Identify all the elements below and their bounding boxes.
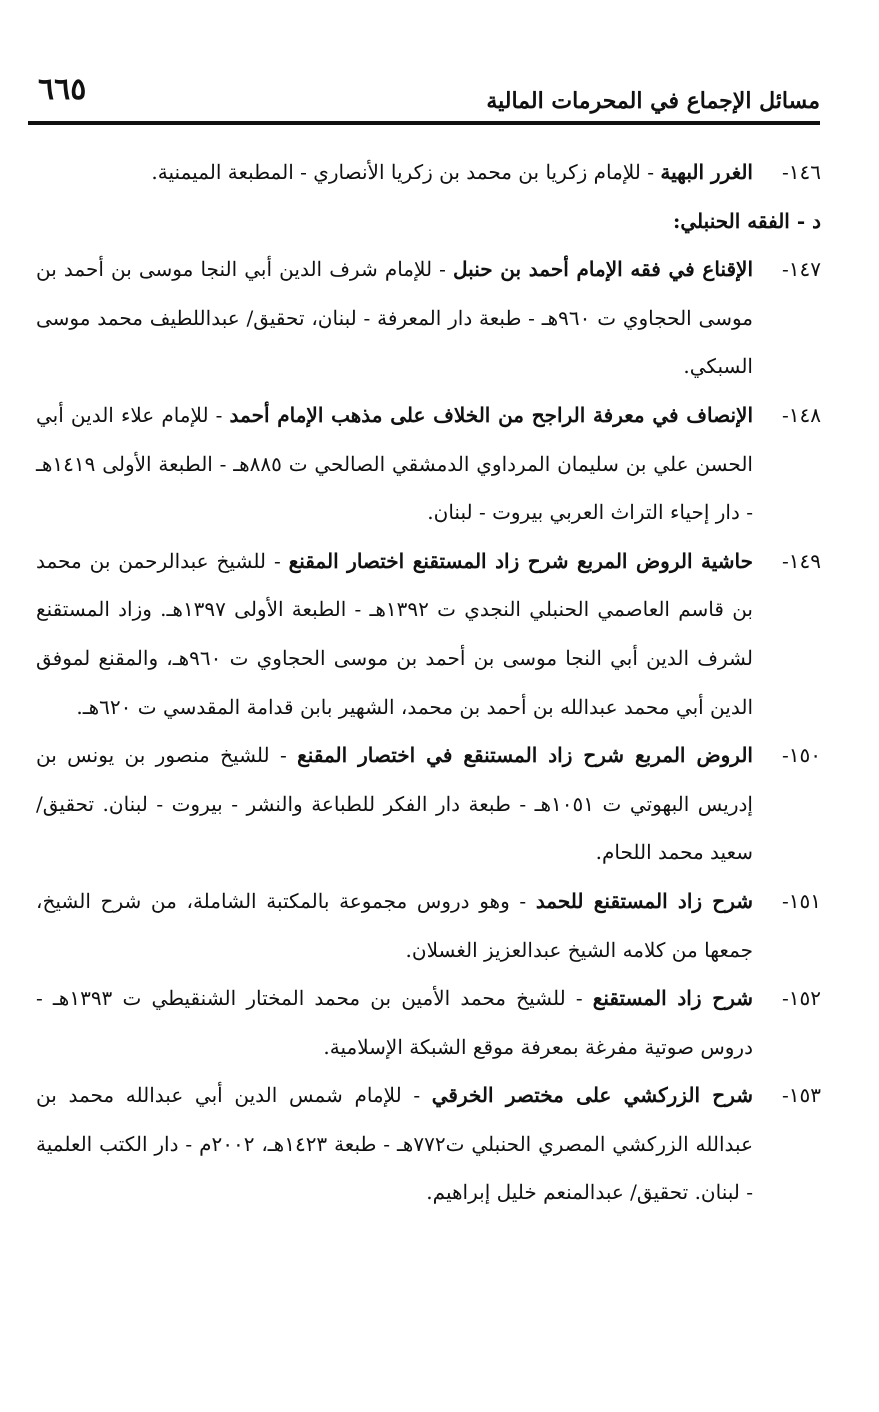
entry-details: - للشيخ محمد الأمين بن محمد المختار الشنقيطي ت ١٣٩٣هـ - دروس صوتية مفرغة بمعرفة موقع الشبكة الإسلامية. xyxy=(36,986,753,1059)
entry-details: - للإمام شرف الدين أبي النجا موسى بن أحمد بن موسى الحجاوي ت ٩٦٠هـ - طبعة دار المعرفة - لبنان، تحقيق/ عبداللطيف محمد موسى السبكي. xyxy=(36,257,754,379)
entry-number: ١٥٣- xyxy=(782,1083,821,1108)
entry-number: ١٤٦- xyxy=(782,160,821,184)
entry-details: - للإمام علاء الدين أبي الحسن علي بن سليمان المرداوي الدمشقي الصالحي ت ٨٨٥هـ - الطبعة الأولى ١٤١٩هـ - دار إحياء التراث العربي بيروت - لبنان. xyxy=(36,402,753,525)
section-heading-hanbali-fiqh: د - الفقه الحنبلي: xyxy=(672,208,821,233)
running-title: مسائل الإجماع في المحرمات المالية xyxy=(486,88,820,114)
entry-details: - للإمام شمس الدين أبي عبدالله محمد بن عبدالله الزركشي المصري الحنبلي ت٧٧٢هـ - طبعة ١٤٢٣هـ، ٢٠٠٢م - دار الكتب العلمية - لبنان. تحقيق/ عبدالمنعم خليل إبراهيم. xyxy=(36,1083,754,1205)
bibliography-entry-148 xyxy=(36,391,821,537)
entry-number: ١٤٩- xyxy=(782,548,821,573)
entry-number: ١٤٧- xyxy=(782,257,821,282)
entry-number: ١٥٢- xyxy=(782,986,821,1011)
entry-title: حاشية الروض المربع شرح زاد المستقنع اختصار المقنع xyxy=(288,548,754,573)
entry-title: شرح زاد المستقنع للحمد xyxy=(535,888,753,913)
entry-details: - للشيخ منصور بن يونس بن إدريس البهوتي ت ١٠٥١هـ - طبعة دار الفكر للطباعة والنشر - بيروت - لبنان. تحقيق/ سعيد محمد اللحام. xyxy=(36,743,753,865)
entry-number: ١٥١- xyxy=(782,888,821,913)
entry-number: ١٥٠- xyxy=(782,743,821,768)
bibliography-entry-151 xyxy=(36,877,821,974)
page-header xyxy=(30,70,820,120)
entry-title: الإقناع في فقه الإمام أحمد بن حنبل xyxy=(453,257,754,282)
entry-details: - للإمام زكريا بن محمد بن زكريا الأنصاري - المطبعة الميمنية. xyxy=(151,160,661,184)
entry-details: - وهو دروس مجموعة بالمكتبة الشاملة، من شرح الشيخ، جمعها من كلامه الشيخ عبدالعزيز الغسلان. xyxy=(36,888,753,962)
entry-details: - للشيخ عبدالرحمن بن محمد بن قاسم العاصمي الحنبلي النجدي ت ١٣٩٢هـ - الطبعة الأولى ١٣٩٧هـ. وزاد المستقنع لشرف الدين أبي النجا موسى بن أحمد بن موسى الحجاوي ت ٩٦٠هـ، والمقنع لموفق الدين أبي محمد عبدالله بن أحمد بن محمد، الشهير بابن قدامة المقدسي ت ٦٢٠هـ. xyxy=(36,548,753,719)
header-divider xyxy=(28,121,820,125)
entry-title: الروض المربع شرح زاد المستنقع في اختصار المقنع xyxy=(297,743,753,768)
bibliography-entry-152 xyxy=(36,974,821,1071)
entry-title: الإنصاف في معرفة الراجح من الخلاف على مذهب الإمام أحمد xyxy=(229,402,754,427)
entry-title: الغرر البهية xyxy=(660,160,753,184)
bibliography-entry-146 xyxy=(36,148,821,197)
entry-title: شرح زاد المستقنع xyxy=(592,986,753,1011)
bibliography-list xyxy=(36,148,821,1217)
bibliography-entry-153 xyxy=(36,1071,821,1217)
page-number: ٦٦٥ xyxy=(38,72,87,107)
entry-title: شرح الزركشي على مختصر الخرقي xyxy=(431,1083,753,1108)
bibliography-entry-149 xyxy=(36,537,821,731)
bibliography-entry-147 xyxy=(36,245,821,391)
bibliography-entry-150 xyxy=(36,731,821,877)
entry-number: ١٤٨- xyxy=(782,402,821,427)
